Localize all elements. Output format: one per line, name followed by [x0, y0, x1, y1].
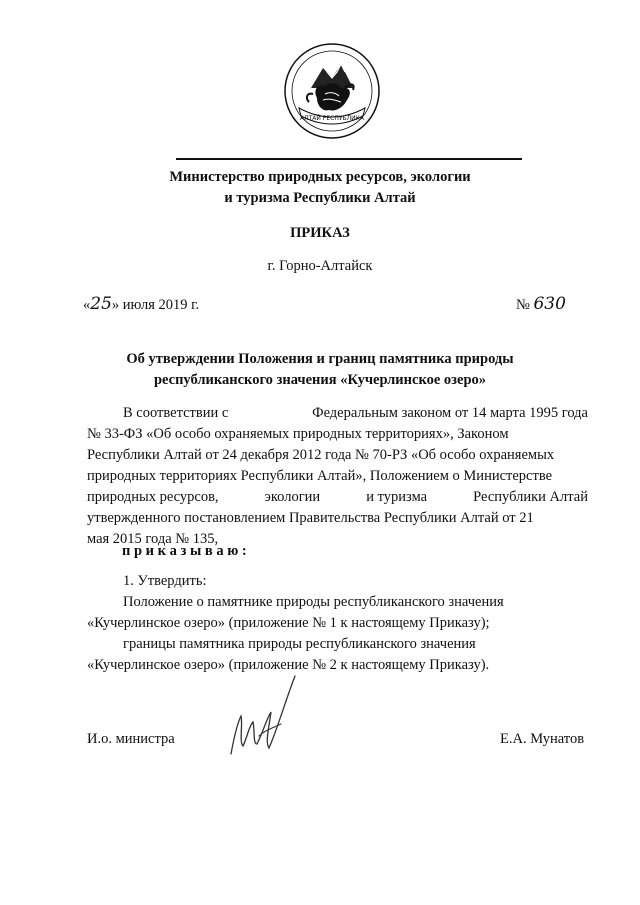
item-1a-line-2: «Кучерлинское озеро» (приложение № 1 к настоящему Приказу); — [87, 615, 490, 631]
preamble-line-7: мая 2015 года № 135, — [87, 531, 219, 547]
date-month-year: » июля 2019 г. — [111, 297, 200, 313]
item-1a-line-1: Положение о памятнике природы республиканского значения — [123, 594, 504, 610]
preamble-line-6: утвержденного постановлением Правительства Республики Алтай от 21 — [87, 510, 534, 526]
number-label: № — [516, 297, 530, 313]
handwritten-signature — [225, 672, 305, 764]
preamble-line-1: В соответствии с Федеральным законом от 14 марта 1995 года — [123, 405, 588, 421]
item-1b-line-2: «Кучерлинское озеро» (приложение № 2 к настоящему Приказу). — [87, 657, 490, 673]
preamble-line-5: природных ресурсов, экологии и туризма Республики Алтай — [87, 489, 588, 505]
date-open-quote: « — [83, 297, 91, 313]
signatory-position: И.о. министра — [87, 731, 175, 747]
preamble-paragraph — [87, 403, 588, 550]
item-1b-line-1: границы памятника природы республиканского значения — [123, 636, 476, 652]
order-items — [87, 571, 588, 676]
title-line-2: республиканского значения «Кучерлинское озеро» — [153, 372, 487, 388]
preamble-line-3: Республики Алтай от 24 декабря 2012 года № 70-РЗ «Об особо охраняемых — [87, 447, 555, 463]
preamble-line-2: № 33-ФЗ «Об особо охраняемых природных территориях», Законом — [87, 426, 509, 442]
document-number — [516, 294, 566, 316]
order-title — [0, 349, 640, 391]
document-type: ПРИКАЗ — [290, 225, 350, 241]
emblem-lettering: АЛТАЙ РЕСПУБЛИКА — [299, 115, 365, 122]
signatory-name: Е.А. Мунатов — [500, 731, 585, 747]
coat-of-arms-emblem — [283, 42, 381, 140]
ministry-line-2: и туризма Республики Алтай — [224, 190, 416, 206]
header-rule — [176, 158, 522, 160]
ministry-line-1: Министерство природных ресурсов, экологии — [169, 169, 471, 185]
document-city: г. Горно-Алтайск — [267, 258, 373, 274]
document-date — [83, 294, 199, 316]
date-day-handwritten: 25 — [90, 294, 112, 314]
order-word: п р и к а з ы в а ю : — [122, 543, 247, 559]
item-1: 1. Утвердить: — [123, 573, 207, 589]
title-line-1: Об утверждении Положения и границ памятника природы — [126, 351, 514, 367]
preamble-line-4: природных территориях Республики Алтай», Положением о Министерстве — [87, 468, 553, 484]
ministry-name — [0, 167, 640, 209]
number-handwritten: 630 — [533, 294, 566, 314]
